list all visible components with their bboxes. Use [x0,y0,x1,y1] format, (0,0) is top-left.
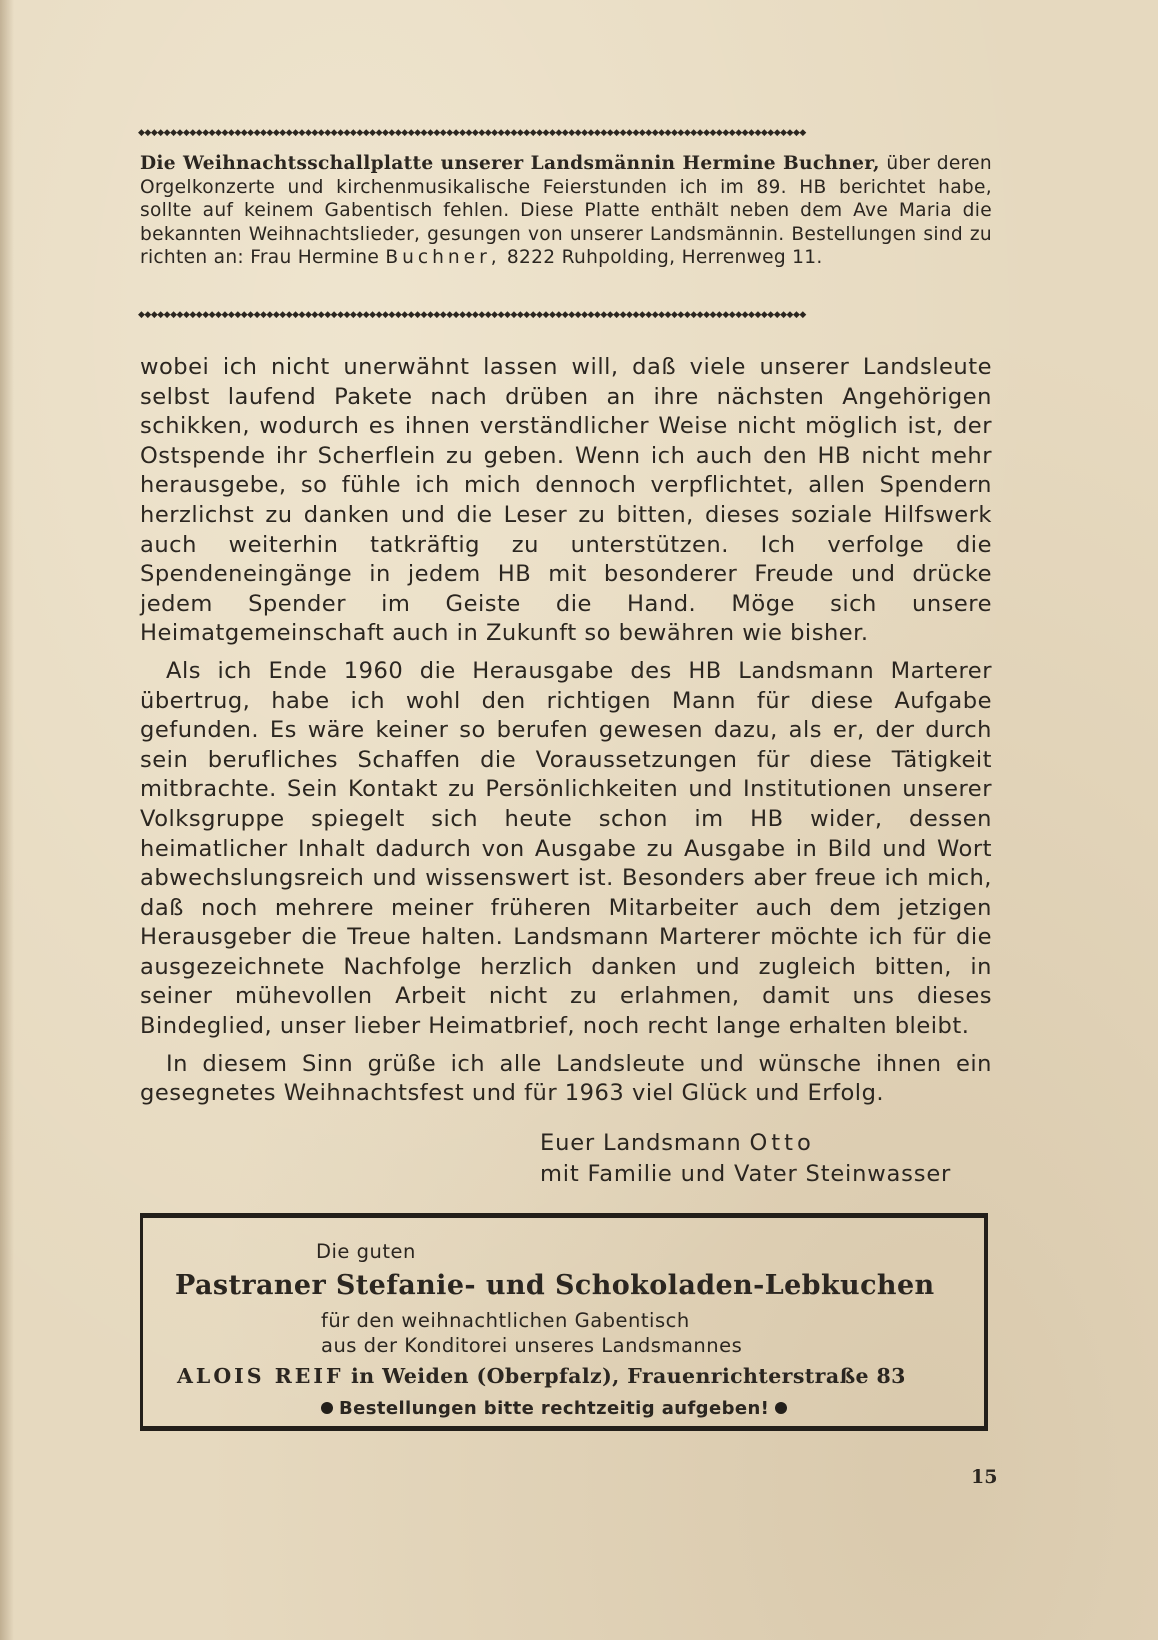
advertisement-box [140,1213,988,1431]
signature [540,1128,951,1190]
paragraph-3: In diesem Sinn grüße ich alle Landsleute und wünsche ihnen ein gesegnetes Weihnachtsfest und für 1963 viel Glück und Erfolg. [140,1050,992,1107]
ad-intro: Die guten [316,1240,416,1263]
signature-line-1 [540,1128,951,1159]
notice-heading: Die Weihnachtsschallplatte unserer Landsmännin Hermine Buchner, [140,153,880,174]
ad-line-1: für den weihnachtlichen Gabentisch [321,1309,690,1332]
record-notice [140,152,992,270]
letter-body [140,353,992,1117]
paper-edge-shadow [0,0,14,1640]
notice-name-spaced: Buchner, [385,247,501,268]
ad-order-text: Bestellungen bitte rechtzeitig aufgeben! [339,1398,770,1419]
paragraph-2: Als ich Ende 1960 die Herausgabe des HB Landsmann Marterer übertrug, habe ich wohl den richtigen Mann für diese Aufgabe gefunden. Es wäre keiner so berufen gewesen dazu, als er, der durch sein berufliches Schaffen die Voraussetzungen für diese Tätigkeit mitbrachte. Sein Kontakt zu Persönlichkeiten und Institutionen unserer Volksgruppe spiegelt sich heute schon im HB wider, dessen heimatlicher Inhalt dadurch von Ausgabe zu Ausgabe in Bild und Wort abwechslungsreich und wissenswert ist. Besonders aber freue ich mich, daß noch mehrere meiner früheren Mitarbeiter auch dem jetzigen Herausgeber die Treue halten. Landsmann Marterer möchte ich für die ausgezeichnete Nachfolge herzlich danken und zugleich bitten, in seiner mühevollen Arbeit nicht zu erlahmen, damit uns dieses Bindeglied, unser lieber Heimatbrief, noch recht lange erhalten bleibt. [140,657,992,1040]
ad-headline: Pastraner Stefanie- und Schokoladen-Lebkuchen [175,1270,935,1301]
signature-line-2: mit Familie und Vater Steinwasser [540,1161,952,1187]
ad-order-note [315,1398,793,1419]
notice-text: über deren Orgelkonzerte und kirchenmusikalische Feierstunden ich im 89. HB berichtet habe, sollte auf keinem Gabentisch fehlen. Diese Platte enthält neben dem Ave Maria die bekannten Weihnachtslieder, gesungen von unserer Landsmännin. Bestellungen sind zu richten an: Frau Hermine [140,153,992,268]
page-number: 15 [971,1466,998,1488]
bullet-icon [321,1402,333,1414]
signature-prefix: Euer Landsmann [540,1130,750,1156]
signature-name: Otto [749,1130,815,1156]
ad-address [177,1364,906,1388]
ad-company-name: ALOIS REIF [177,1364,344,1388]
notice-address: 8222 Ruhpolding, Herrenweg 11. [500,247,823,268]
paragraph-1: wobei ich nicht unerwähnt lassen will, daß viele unserer Landsleute selbst laufend Pakete nach drüben an ihre nächsten Angehörigen schikken, wodurch es ihnen verständlicher Weise nicht möglich ist, der Ostspende ihr Scherflein zu geben. Wenn ich auch den HB nicht mehr herausgebe, so fühle ich mich dennoch verpflichtet, allen Spendern herzlichst zu danken und die Leser zu bitten, dieses soziale Hilfswerk auch weiterhin tatkräftig zu unterstützen. Ich verfolge die Spendeneingänge in jedem HB mit besonderer Freude und drücke jedem Spender im Geiste die Hand. Möge sich unsere Heimatgemeinschaft auch in Zukunft so bewähren wie bisher. [140,354,992,647]
ad-line-2: aus der Konditorei unseres Landsmannes [321,1334,743,1357]
bullet-icon [775,1402,787,1414]
ad-company-address: in Weiden (Oberpfalz), Frauenrichterstraße 83 [343,1364,906,1388]
ornament-rule-top: ◆◆◆◆◆◆◆◆◆◆◆◆◆◆◆◆◆◆◆◆◆◆◆◆◆◆◆◆◆◆◆◆◆◆◆◆◆◆◆◆◆◆◆◆◆◆◆◆◆◆◆◆◆◆◆◆◆◆◆◆◆◆◆◆◆◆◆◆◆◆◆◆◆◆◆◆◆◆◆◆◆◆◆◆◆◆◆◆◆◆◆◆◆◆◆◆◆◆◆◆◆◆◆◆ [138,128,806,138]
ornament-rule-bottom: ◆◆◆◆◆◆◆◆◆◆◆◆◆◆◆◆◆◆◆◆◆◆◆◆◆◆◆◆◆◆◆◆◆◆◆◆◆◆◆◆◆◆◆◆◆◆◆◆◆◆◆◆◆◆◆◆◆◆◆◆◆◆◆◆◆◆◆◆◆◆◆◆◆◆◆◆◆◆◆◆◆◆◆◆◆◆◆◆◆◆◆◆◆◆◆◆◆◆◆◆◆◆◆◆ [138,310,806,320]
